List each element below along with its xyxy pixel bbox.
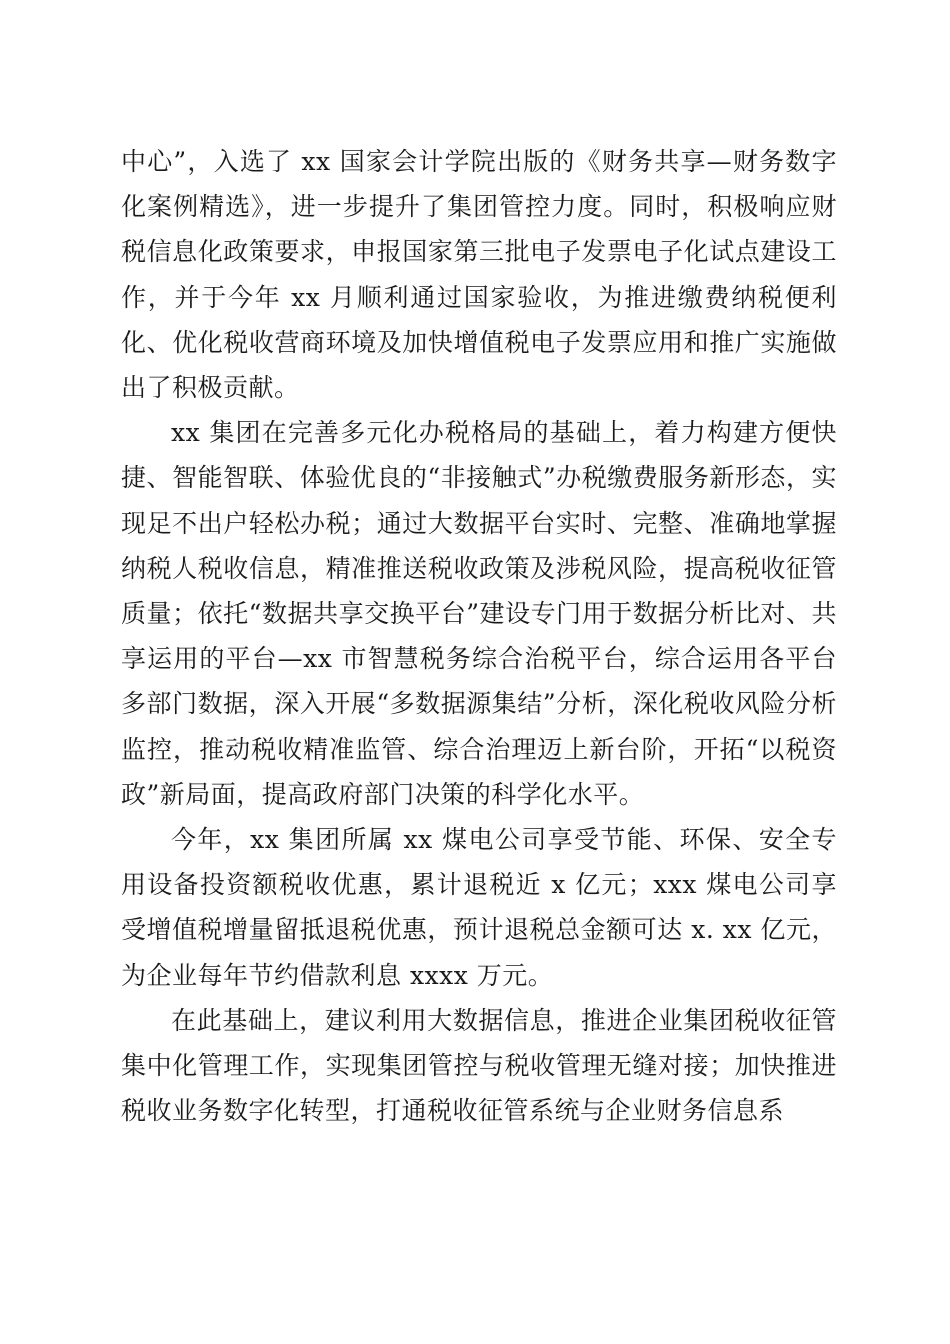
- paragraph-smart-tax-service: xx 集团在完善多元化办税格局的基础上，着力构建方便快捷、智能智联、体验优良的“非接触式”办税缴费服务新形态，实现足不出户轻松办税；通过大数据平台实时、完整、准确地掌握纳税人税收信息，精准推送税收政策及涉税风险，提高税收征管质量；依托“数据共享交换平台”建设专门用于数据分析比对、共享运用的平台—xx 市智慧税务综合治税平台，综合运用各平台多部门数据，深入开展“多数据源集结”分析，深化税收风险分析监控，推动税收精准监管、综合治理迈上新台阶，开拓“以税资政”新局面，提高政府部门决策的科学化水平。: [121, 418, 837, 809]
- document-body: [121, 139, 837, 1133]
- paragraph-continued: 中心”，入选了 xx 国家会计学院出版的《财务共享—财务数字化案例精选》，进一步提升了集团管控力度。同时，积极响应财税信息化政策要求，申报国家第三批电子发票电子化试点建设工作，并于今年 xx 月顺利通过国家验收，为推进缴费纳税便利化、优化税收营商环境及加快增值税电子发票应用和推广实施做出了积极贡献。: [121, 147, 837, 403]
- paragraph-recommendations: 在此基础上，建议利用大数据信息，推进企业集团税收征管集中化管理工作，实现集团管控与税收管理无缝对接；加快推进税收业务数字化转型，打通税收征管系统与企业财务信息系: [121, 1005, 837, 1126]
- paragraph-tax-incentives: 今年，xx 集团所属 xx 煤电公司享受节能、环保、安全专用设备投资额税收优惠，累计退税近 x 亿元；xxx 煤电公司享受增值税增量留抵退税优惠，预计退税总金额可达 x. xx 亿元，为企业每年节约借款利息 xxxx 万元。: [121, 825, 837, 990]
